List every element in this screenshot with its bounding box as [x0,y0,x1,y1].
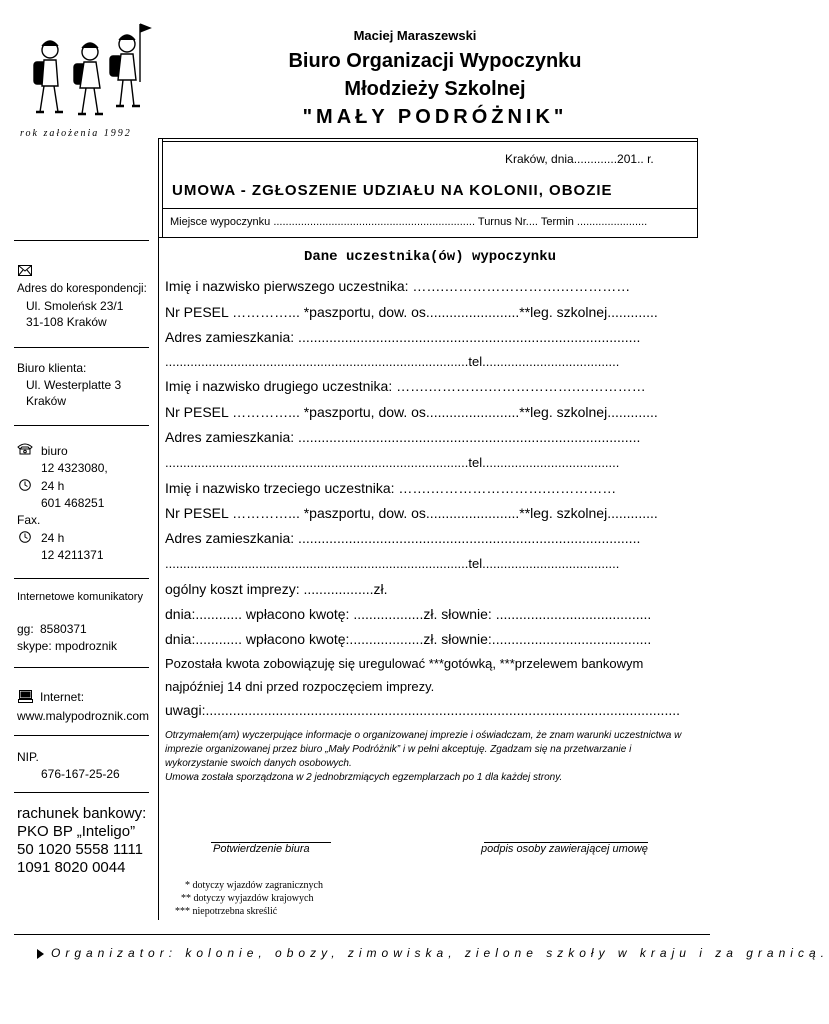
section-title: Dane uczestnika(ów) wypoczynku [303,249,557,265]
sidebar-divider [14,735,149,736]
footer-divider [14,934,710,935]
office-confirmation-label: Potwierdzenie biura [213,843,310,855]
skype-id: skype: mpodroznik [17,639,118,653]
frame-line [162,138,163,238]
frame-line [158,237,698,238]
fax-number: 12 4211371 [41,548,104,562]
frame-line [697,138,698,238]
founded-note: rok założenia 1992 [20,128,132,139]
participant-2-address-field[interactable]: Adres zamieszkania: ........................................................................................ [165,429,641,445]
sidebar-divider [14,347,149,348]
office-street: Ul. Westerplatte 3 [26,378,122,392]
nip-number: 676-167-25-26 [41,767,120,781]
children-logo [22,22,152,127]
remaining-payment-text: Pozostała kwota zobowiązuję się uregulować ***gotówką, ***przelewem bankowym [165,656,644,671]
internet-label: Internet: [40,690,85,704]
contract-title: UMOWA - ZGŁOSZENIE UDZIAŁU NA KOLONII, OBOZIE [172,182,613,199]
participant-1-pesel-field[interactable]: Nr PESEL …………... *paszportu, dow. os........................**leg. szkolnej............. [165,304,658,320]
remaining-deadline-text: najpóźniej 14 dni przed rozpoczęciem imprezy. [165,679,435,694]
footnote-1: * dotyczy wjazdów zagranicznych [185,880,323,891]
bank-account-part-1: 50 1020 5558 1111 [17,841,143,858]
declaration-paragraph: Otrzymałem(am) wyczerpujące informacje o organizowanej imprezie i oświadczam, że znam warunki uczestnictwa w imprezie organizowanej przez biuro „Mały Podróżnik” i w pełni akceptuję. Zgadzam się na przetwarzanie i wykorzystanie swoich danych osobowych. [165,730,682,769]
bank-account-part-2: 1091 8020 0044 [17,859,126,876]
participant-2-pesel-field[interactable]: Nr PESEL …………... *paszportu, dow. os........................**leg. szkolnej............. [165,404,658,420]
total-cost-field[interactable]: ogólny koszt imprezy: ..................zł. [165,581,388,597]
clock-icon [19,531,31,543]
participant-1-tel-field[interactable]: ....................................................................................tel...................................... [165,354,620,369]
office-city: Kraków [26,394,67,408]
website-link[interactable]: www.malypodroznik.com [17,709,150,723]
phone-office-number: 12 4323080, [41,461,108,475]
payment-1-field[interactable]: dnia:............ wpłacono kwotę: ..................zł. słownie: ........................................ [165,606,652,622]
participant-3-pesel-field[interactable]: Nr PESEL …………... *paszportu, dow. os........................**leg. szkolnej............. [165,505,658,521]
frame-line [162,141,698,142]
declaration-text [165,729,695,785]
participant-2-name-field[interactable]: Imię i nazwisko drugiego uczestnika: …….………….……………….…………… [165,378,646,394]
sidebar-divider [14,578,149,579]
mail-street: Ul. Smoleńsk 23/1 [26,299,124,313]
phone-office-label: biuro [41,444,68,458]
company-title-line-2: Młodzieży Szkolnej [344,78,526,100]
mail-city: 31-108 Kraków [26,315,107,329]
bank-account-label: rachunek bankowy: [17,805,147,822]
computer-icon [18,690,33,703]
participant-3-address-field[interactable]: Adres zamieszkania: ........................................................................................ [165,530,641,546]
footer-organizer-text: Organizator: kolonie, obozy, zimowiska, zielone szkoły w kraju i za granicą. [51,946,829,960]
office-label: Biuro klienta: [17,361,87,375]
frame-line [158,138,159,920]
footnote-3: *** niepotrzebna skreślić [175,906,278,917]
sidebar-divider [14,425,149,426]
fax-hours: 24 h [41,531,65,545]
participant-3-tel-field[interactable]: ....................................................................................tel...................................... [165,556,620,571]
copies-note: Umowa została sporządzona w 2 jednobrzmiących egzemplarzach po 1 dla każdej strony. [165,772,563,783]
envelope-icon [18,265,32,276]
participant-1-address-field[interactable]: Adres zamieszkania: ........................................................................................ [165,329,641,345]
sidebar-divider [14,240,149,241]
payment-2-field[interactable]: dnia:............ wpłacono kwotę:...................zł. słownie:......................................... [165,631,652,647]
footnote-2: ** dotyczy wyjazdów krajowych [181,893,314,904]
phone-icon [17,443,33,455]
sidebar-divider [14,792,149,793]
participant-1-name-field[interactable]: Imię i nazwisko pierwszego uczestnika: …….…………………….…………… [165,278,631,294]
frame-line [163,208,697,209]
clock-icon [19,479,31,491]
company-title-line-1: Biuro Organizacji Wypoczynku [288,50,582,72]
fax-label: Fax. [17,513,41,527]
gg-number: 8580371 [40,622,87,636]
mail-address-label: Adres do korespondencji: [17,283,147,295]
signer-signature-label: podpis osoby zawierającej umowę [481,843,648,855]
sidebar-divider [14,667,149,668]
participant-3-name-field[interactable]: Imię i nazwisko trzeciego uczestnika: …….…………………….…………… [165,480,617,496]
gg-label: gg: [17,622,34,636]
mobile-number: 601 468251 [41,496,105,510]
bank-name: PKO BP „Inteligo” [17,823,136,840]
city-date-field[interactable]: Kraków, dnia.............201.. r. [505,152,654,166]
participant-2-tel-field[interactable]: ....................................................................................tel...................................... [165,455,620,470]
im-label: Internetowe komunikatory [17,591,143,603]
frame-line [158,138,698,139]
mobile-hours: 24 h [41,479,65,493]
place-turnus-field[interactable]: Miejsce wypoczynku .................................................................. Turnus Nr.... Termin ....................... [170,216,648,228]
notes-field[interactable]: uwagi:.......................................................................................................................... [165,702,681,718]
owner-name: Maciej Maraszewski [353,28,477,43]
nip-label: NIP. [17,750,39,764]
company-name: "MAŁY PODRÓŻNIK" [302,106,568,128]
arrow-bullet-icon [37,949,44,959]
